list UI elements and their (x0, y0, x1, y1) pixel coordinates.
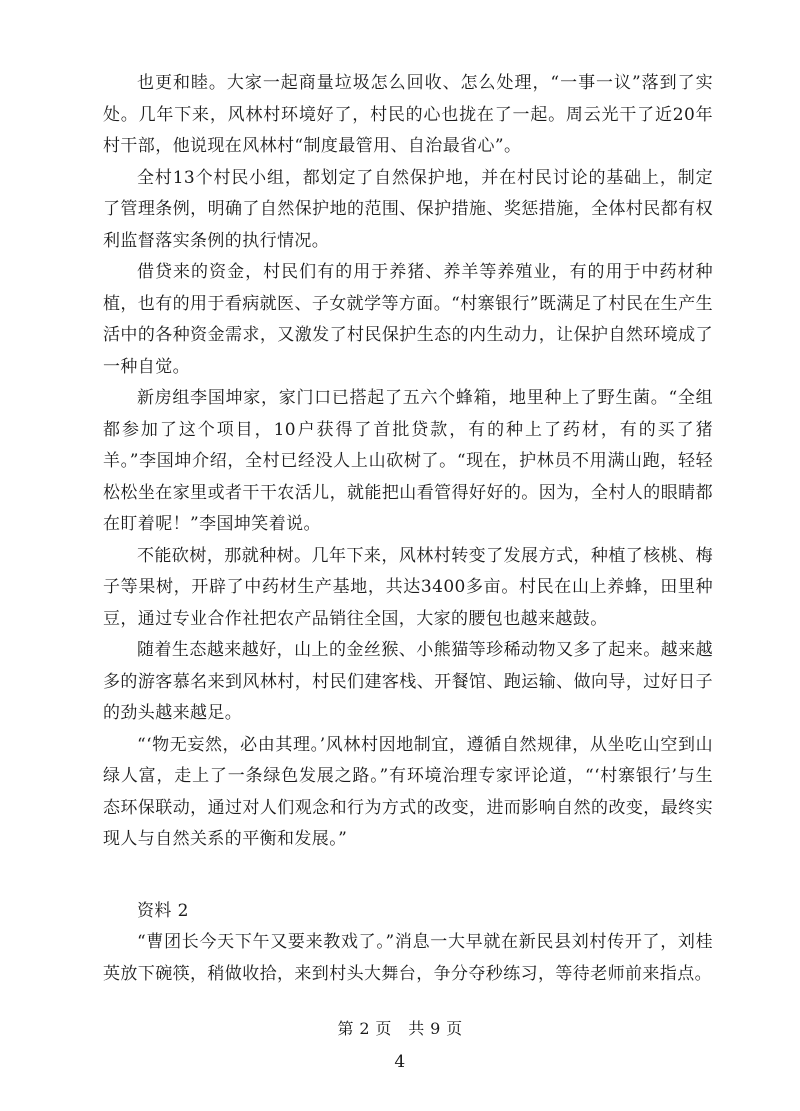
paragraph: 全村13个村民小组，都划定了自然保护地，并在村民讨论的基础上，制定了管理条例，明确了自然保护地的范围、保护措施、奖惩措施，全体村民都有权利监督落实条例的执行情况。 (103, 167, 713, 251)
paragraph: 随着生态越来越好，山上的金丝猴、小熊猫等珍稀动物又多了起来。越来越多的游客慕名来到风林村，村民们建客栈、开餐馆、跑运输、做向导，过好日子的劲头越来越足。 (103, 640, 713, 723)
section-heading: 资料 2 (137, 900, 189, 921)
paragraph: 新房组李国坤家，家门口已搭起了五六个蜂箱，地里种上了野生菌。“全组都参加了这个项目，10户获得了首批贷款，有的种上了药材，有的买了猪羊。”李国坤介绍，全村已经没人上山砍树了。“现在，护林员不用满山跑，轻轻松松坐在家里或者干干农活儿，就能把山看管得好好的。因为，全村人的眼睛都在盯着呢！”李国坤笑着说。 (103, 388, 713, 534)
paragraph: 不能砍树，那就种树。几年下来，风林村转变了发展方式，种植了核桃、梅子等果树，开辟了中药材生产基地，共达3400多亩。村民在山上养蜂，田里种豆，通过专业合作社把农产品销往全国，大家的腰包也越来越鼓。 (103, 545, 713, 629)
paragraph: “‘物无妄然，必由其理。’风林村因地制宜，遵循自然规律，从坐吃山空到山绿人富，走上了一条绿色发展之路。”有环境治理专家评论道，“‘村寨银行’与生态环保联动，通过对人们观念和行为方式的改变，进而影响自然的改变，最终实现人与自然关系的平衡和发展。” (103, 734, 713, 849)
paragraph: “曹团长今天下午又要来教戏了。”消息一大早就在新民县刘村传开了，刘桂英放下碗筷，稍做收拾，来到村头大舞台，争分夺秒练习，等待老师前来指点。 (103, 932, 713, 984)
page-info: 第 2 页 共 9 页 (337, 1019, 463, 1038)
paragraph: 也更和睦。大家一起商量垃圾怎么回收、怎么处理，“一事一议”落到了实处。几年下来，风林村环境好了，村民的心也拢在了一起。周云光干了近20年村干部，他说现在风林村“制度最管用、自治最省心”。 (103, 73, 713, 156)
page-number: 4 (394, 1052, 406, 1072)
body-text (103, 68, 713, 990)
paragraph: 借贷来的资金，村民们有的用于养猪、养羊等养殖业，有的用于中药材种植，也有的用于看病就医、子女就学等方面。“村寨银行”既满足了村民在生产生活中的各种资金需求，又激发了村民保护生态的内生动力，让保护自然环境成了一种自觉。 (103, 262, 713, 377)
